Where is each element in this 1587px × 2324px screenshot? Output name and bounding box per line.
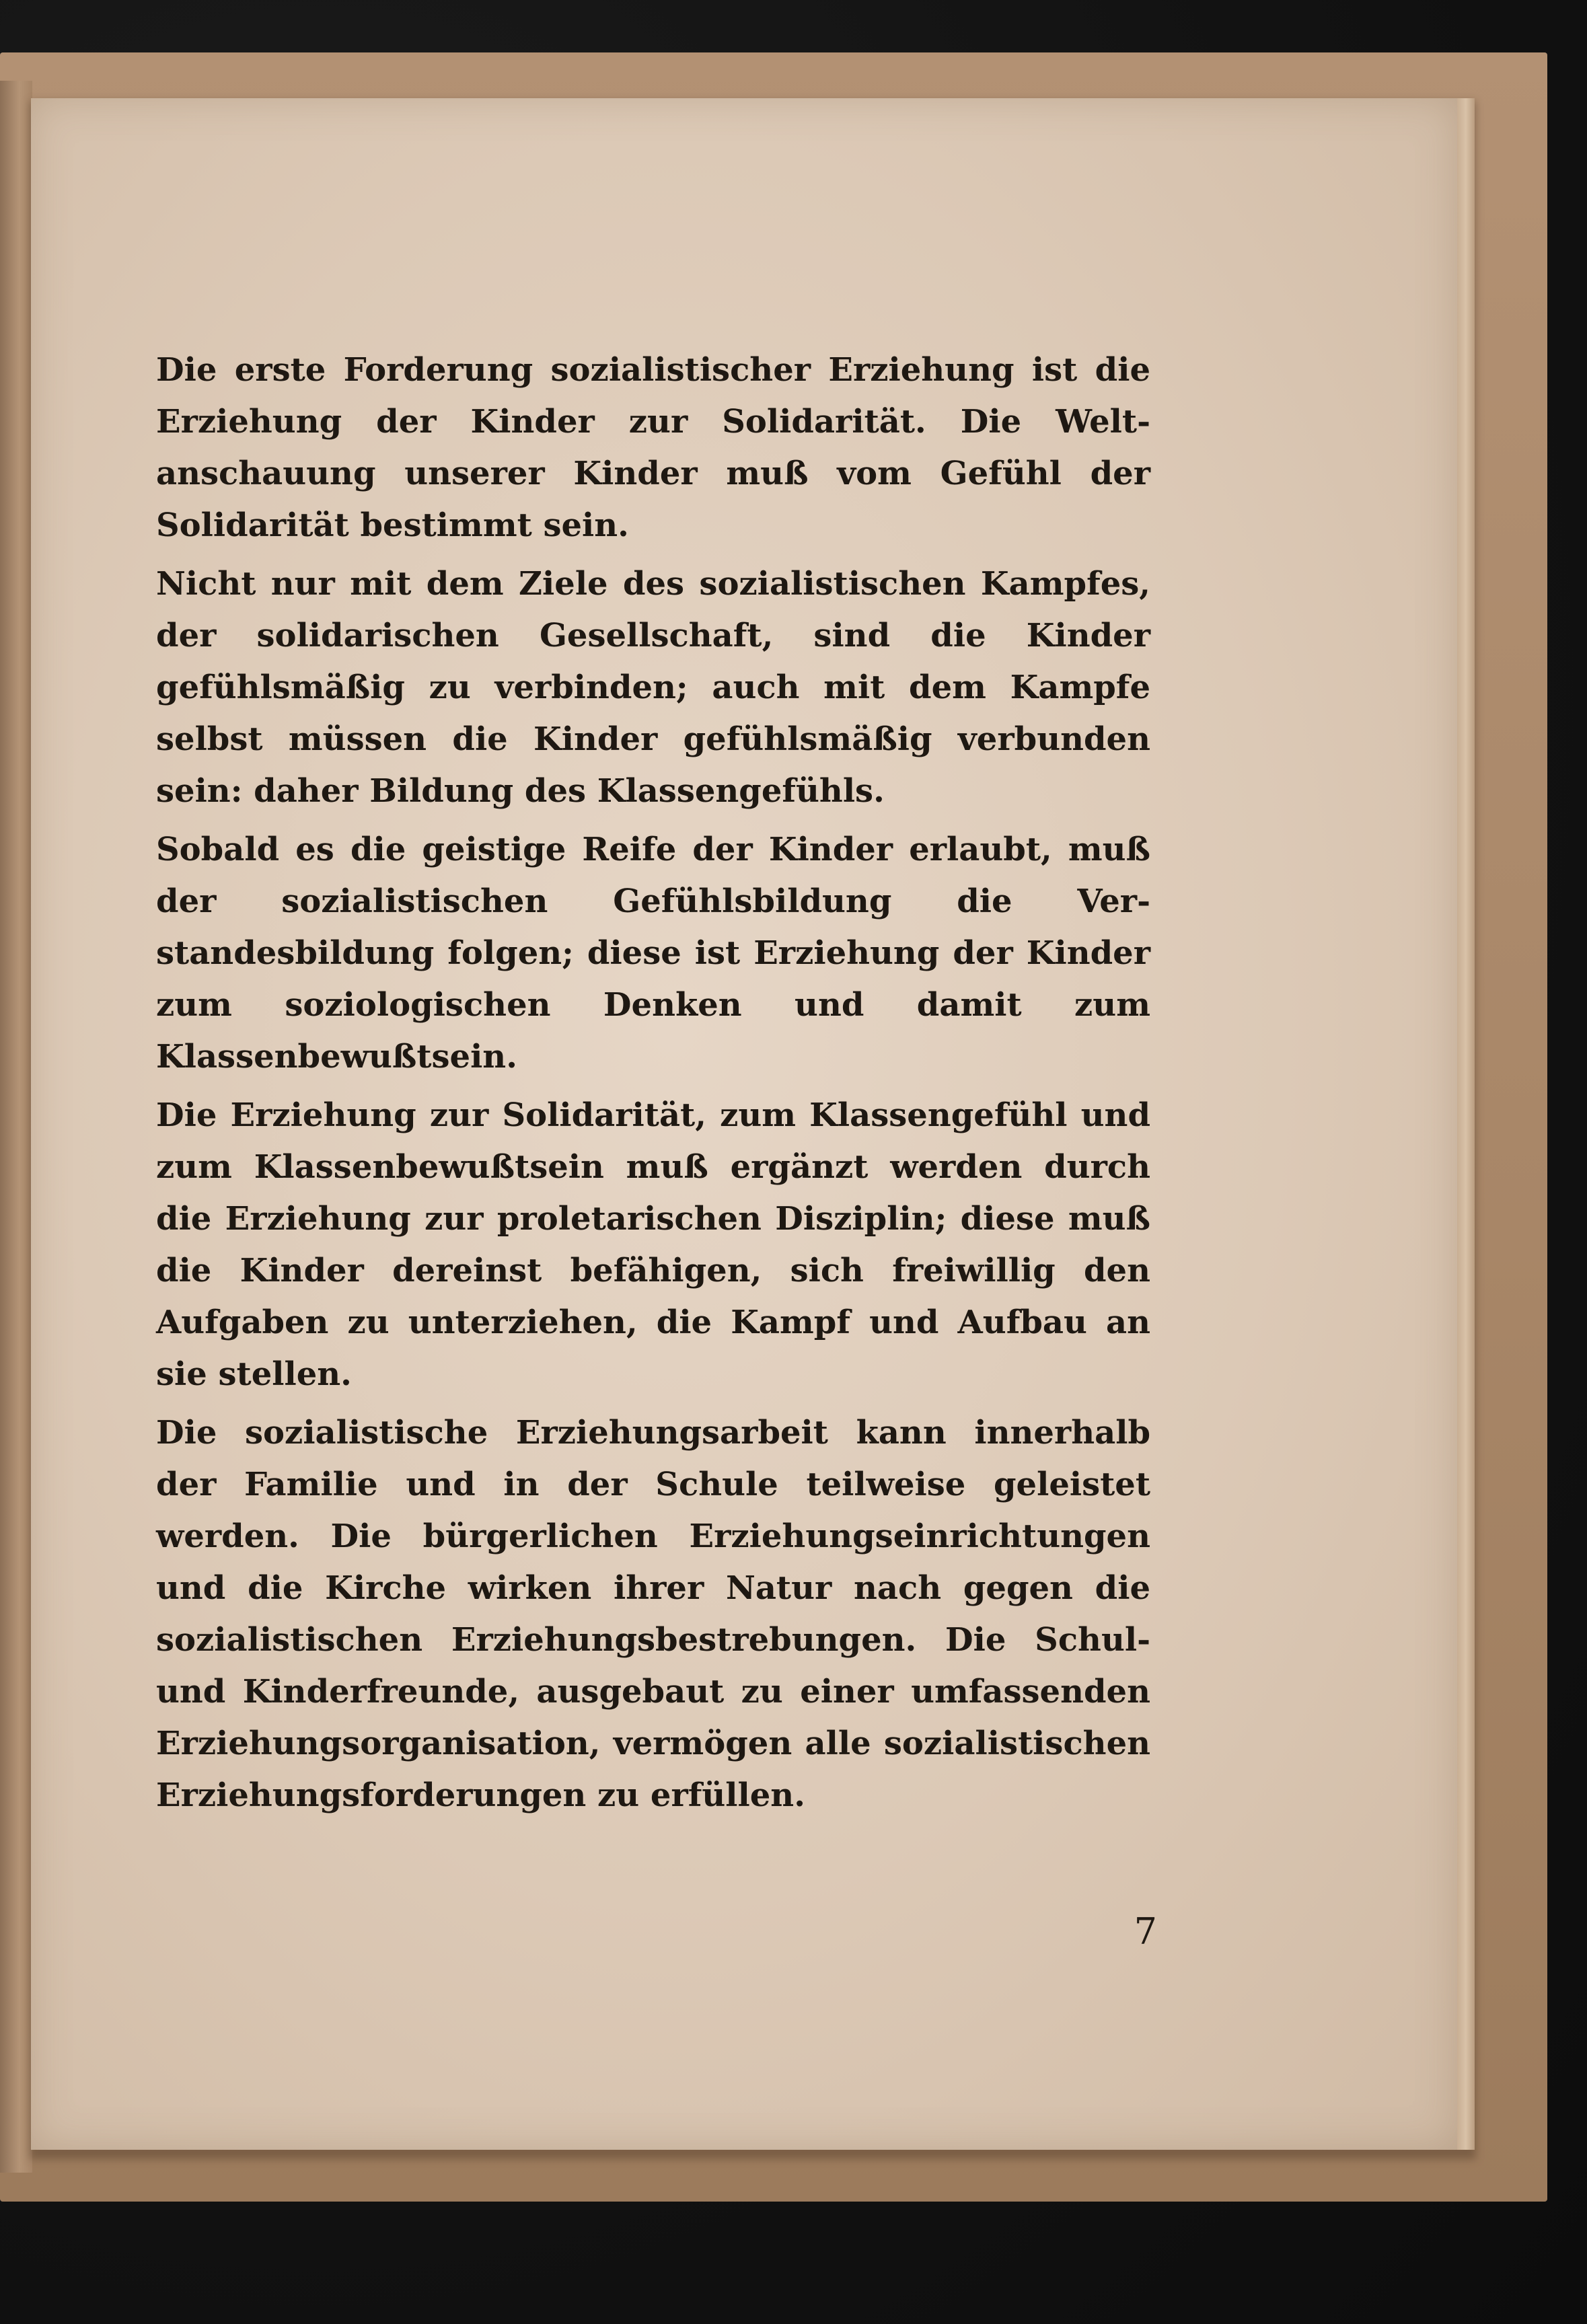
page-stack-edge [1457,98,1475,2150]
paragraph-1: Die erste Forderung sozialistischer Erziehung ist die Erziehung der Kinder zur Solidarität. Die Weltanschauung unserer Kinder muß vom Gefühl der Solidarität bestimmt sein. [156,351,1150,544]
paragraph-2: Nicht nur mit dem Ziele des sozialistischen Kampfes, der solidarischen Gesellschaft, sind die Kinder gefühlsmäßig zu verbinden; auch mit dem Kampfe selbst müssen die Kinder gefühlsmäßig verbunden sein: daher Bildung des Klassengefühls. [156,565,1150,810]
body-text [156,344,1150,1828]
paragraph-5: Die sozialistische Erziehungsarbeit kann innerhalb der Familie und in der Schule teilweise geleistet werden. Die bürgerlichen Erziehungseinrichtungen und die Kirche wirken ihrer Natur nach gegen die sozialistischen Erziehungsbestrebungen. Die Schul- und Kinderfreunde, ausgebaut zu einer umfassenden Erziehungsorganisation, vermögen alle sozialistischen Erziehungsforderungen zu erfüllen. [156,1414,1150,1814]
page-number: 7 [1134,1910,1157,1953]
book-spine-edge [0,81,32,2173]
paragraph-4: Die Erziehung zur Solidarität, zum Klassengefühl und zum Klassenbewußtsein muß ergänzt werden durch die Erziehung zur proletarischen Disziplin; diese muß die Kinder dereinst befähigen, sich freiwillig den Aufgaben zu unterziehen, die Kampf und Aufbau an sie stellen. [156,1096,1150,1393]
paragraph-3: Sobald es die geistige Reife der Kinder erlaubt, muß der sozialistischen Gefühlsbildung die Verstandesbildung folgen; diese ist Erziehung der Kinder zum soziologischen Denken und damit zum Klassenbewußtsein. [156,831,1150,1076]
